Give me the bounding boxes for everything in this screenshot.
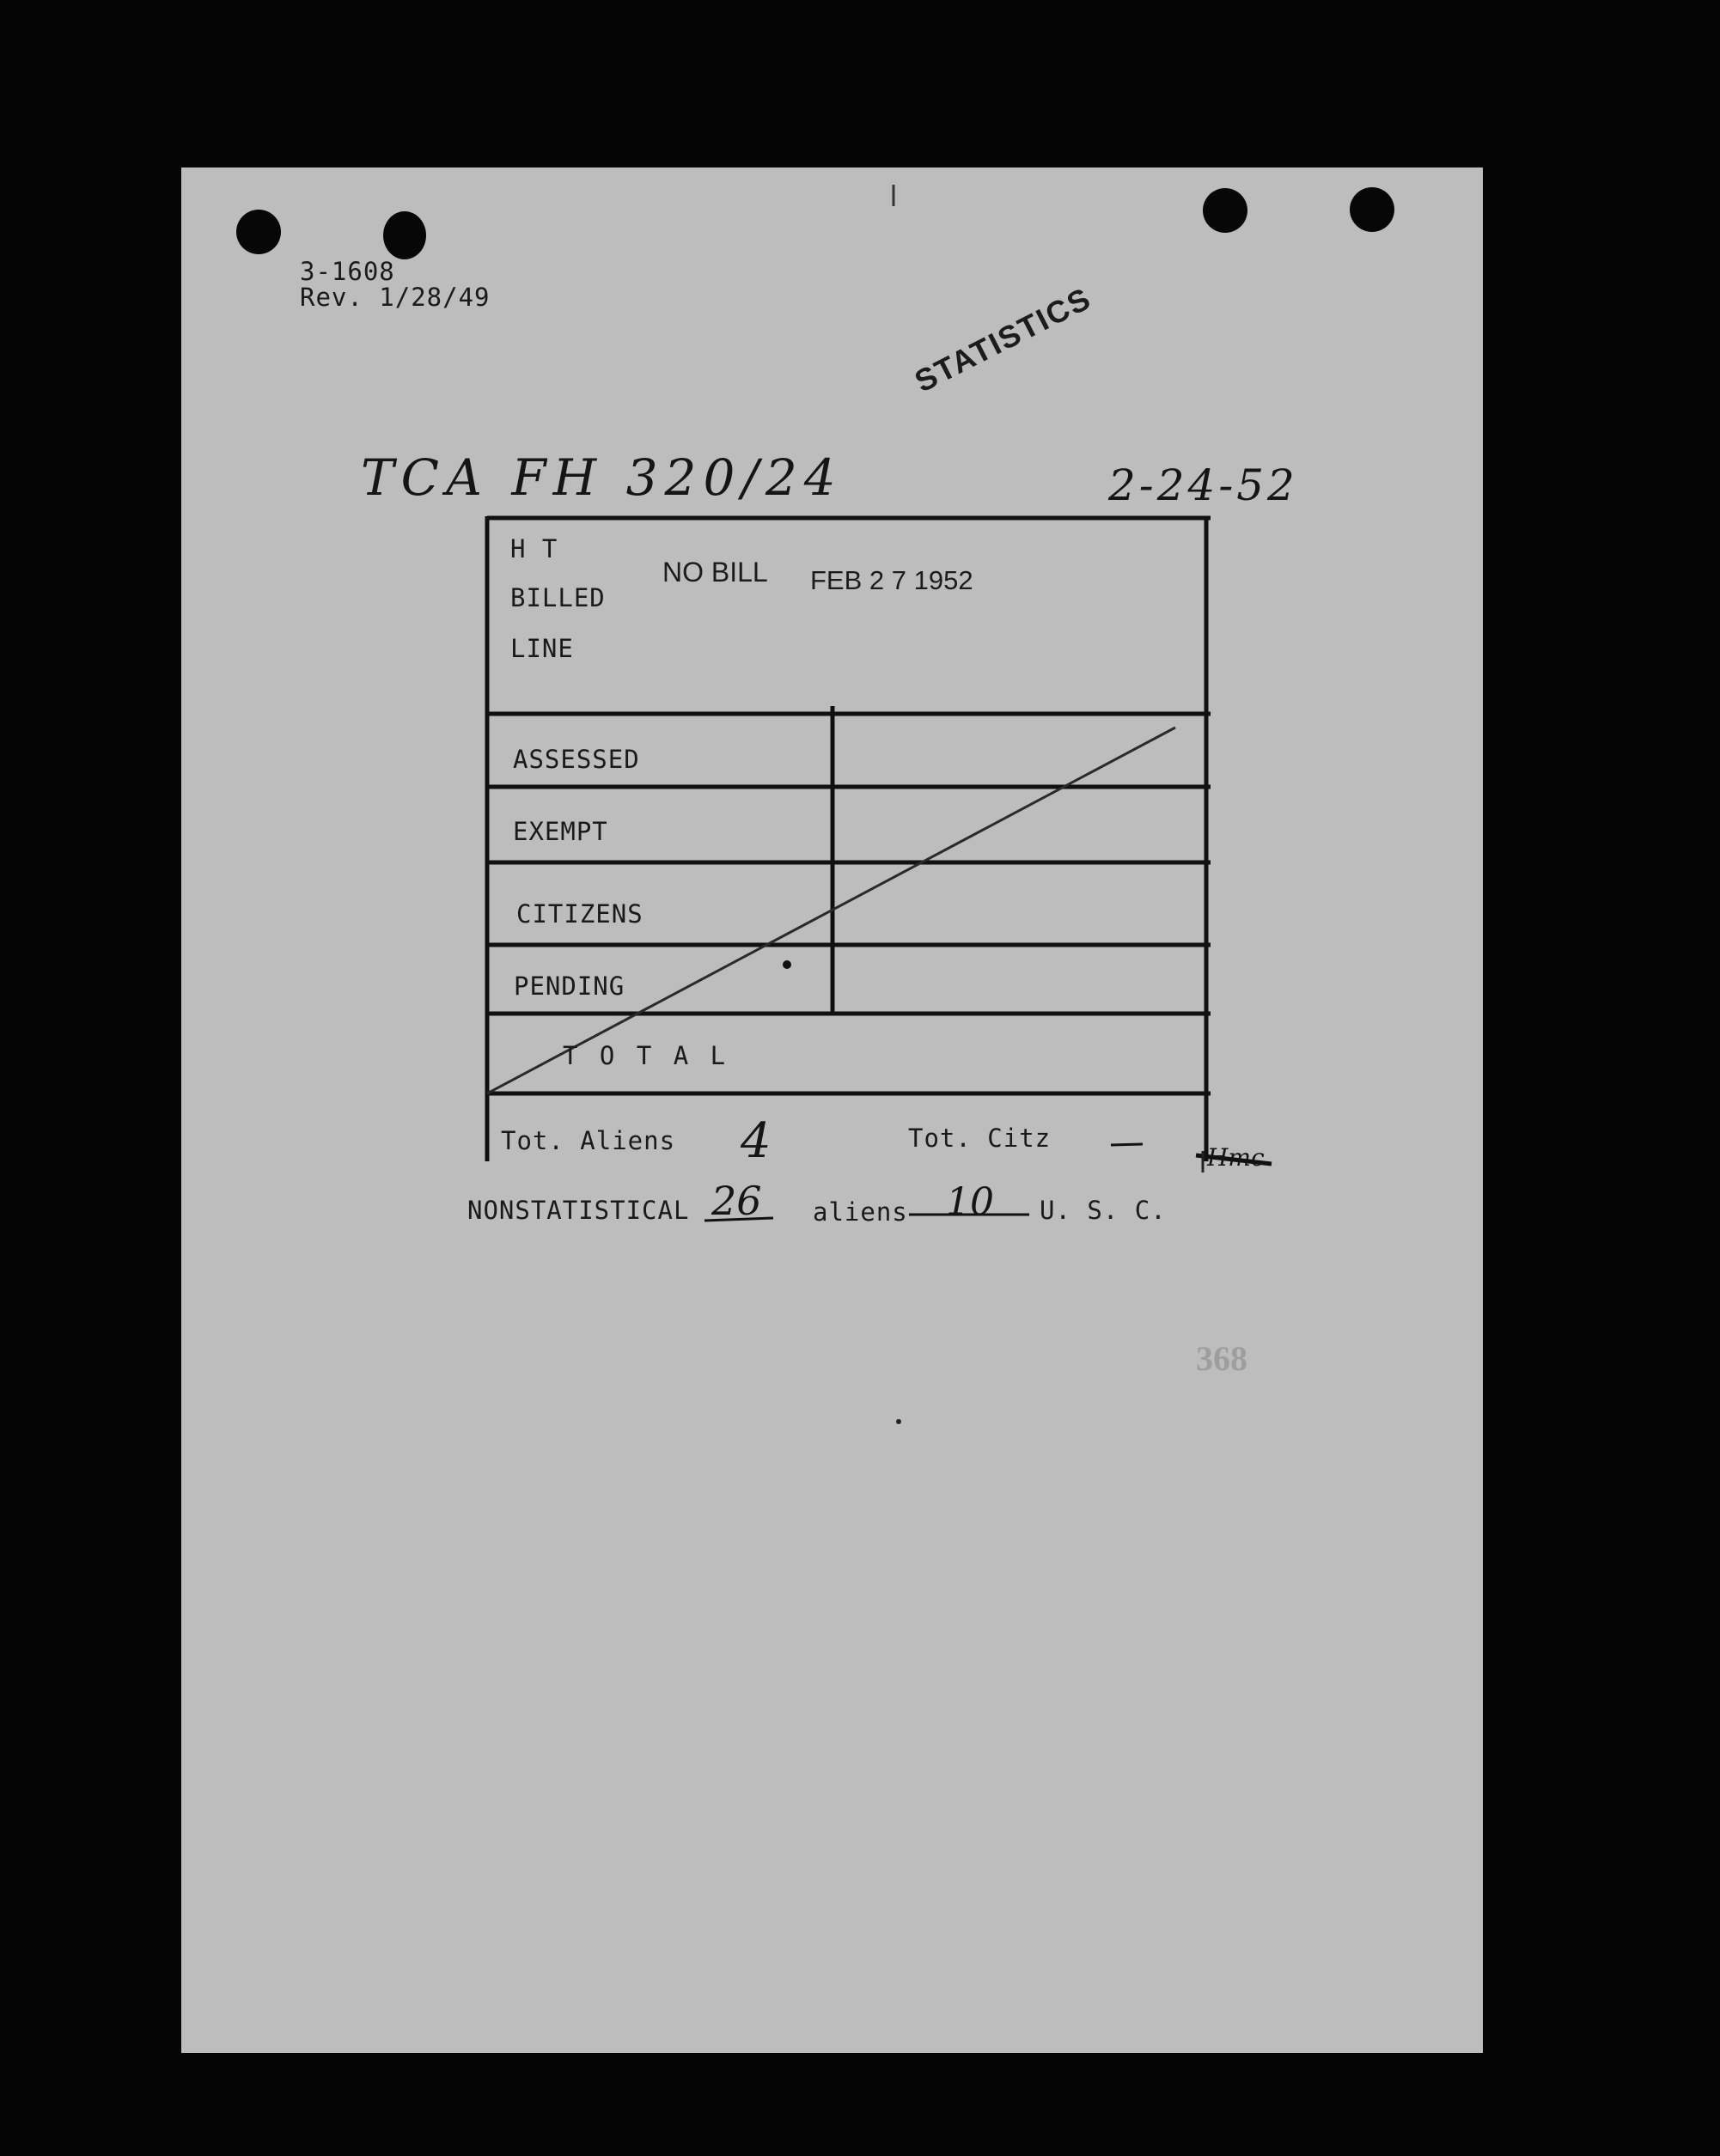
handwritten-date: 2-24-52	[1108, 460, 1298, 510]
tot-aliens-label: Tot. Aliens	[501, 1126, 676, 1155]
received-date-stamp: FEB 2 7 1952	[810, 565, 973, 595]
row-label-assessed: ASSESSED	[513, 745, 640, 774]
usc-label: U. S. C.	[1040, 1196, 1167, 1225]
form-number: 3-1608	[300, 257, 395, 286]
statistics-stamp: STATISTICS	[909, 280, 1097, 399]
page-number: 368	[1196, 1339, 1247, 1378]
tot-aliens-value: 4	[741, 1113, 772, 1169]
ht-label: H T	[510, 534, 558, 563]
row-label-citizens: CITIZENS	[516, 899, 643, 929]
handwritten-file-reference: TCA FH 320/24	[361, 448, 843, 507]
total-label: T O T A L	[563, 1041, 729, 1070]
nonstatistical-label: NONSTATISTICAL	[467, 1196, 690, 1225]
nonstat-aliens-word: aliens	[813, 1197, 908, 1227]
line-label: LINE	[510, 634, 574, 663]
row-label-exempt: EXEMPT	[513, 817, 608, 846]
tot-citizens-label: Tot. Citz	[908, 1124, 1052, 1153]
nonstat-aliens-value: 26	[711, 1178, 762, 1224]
nonstat-usc-value: 10	[946, 1180, 994, 1224]
form-revision: Rev. 1/28/49	[300, 283, 491, 312]
row-label-pending: PENDING	[514, 971, 625, 1001]
handwritten-initials: Hmc	[1207, 1143, 1265, 1172]
billed-label: BILLED	[510, 583, 606, 612]
no-bill-stamp: NO BILL	[662, 557, 768, 588]
